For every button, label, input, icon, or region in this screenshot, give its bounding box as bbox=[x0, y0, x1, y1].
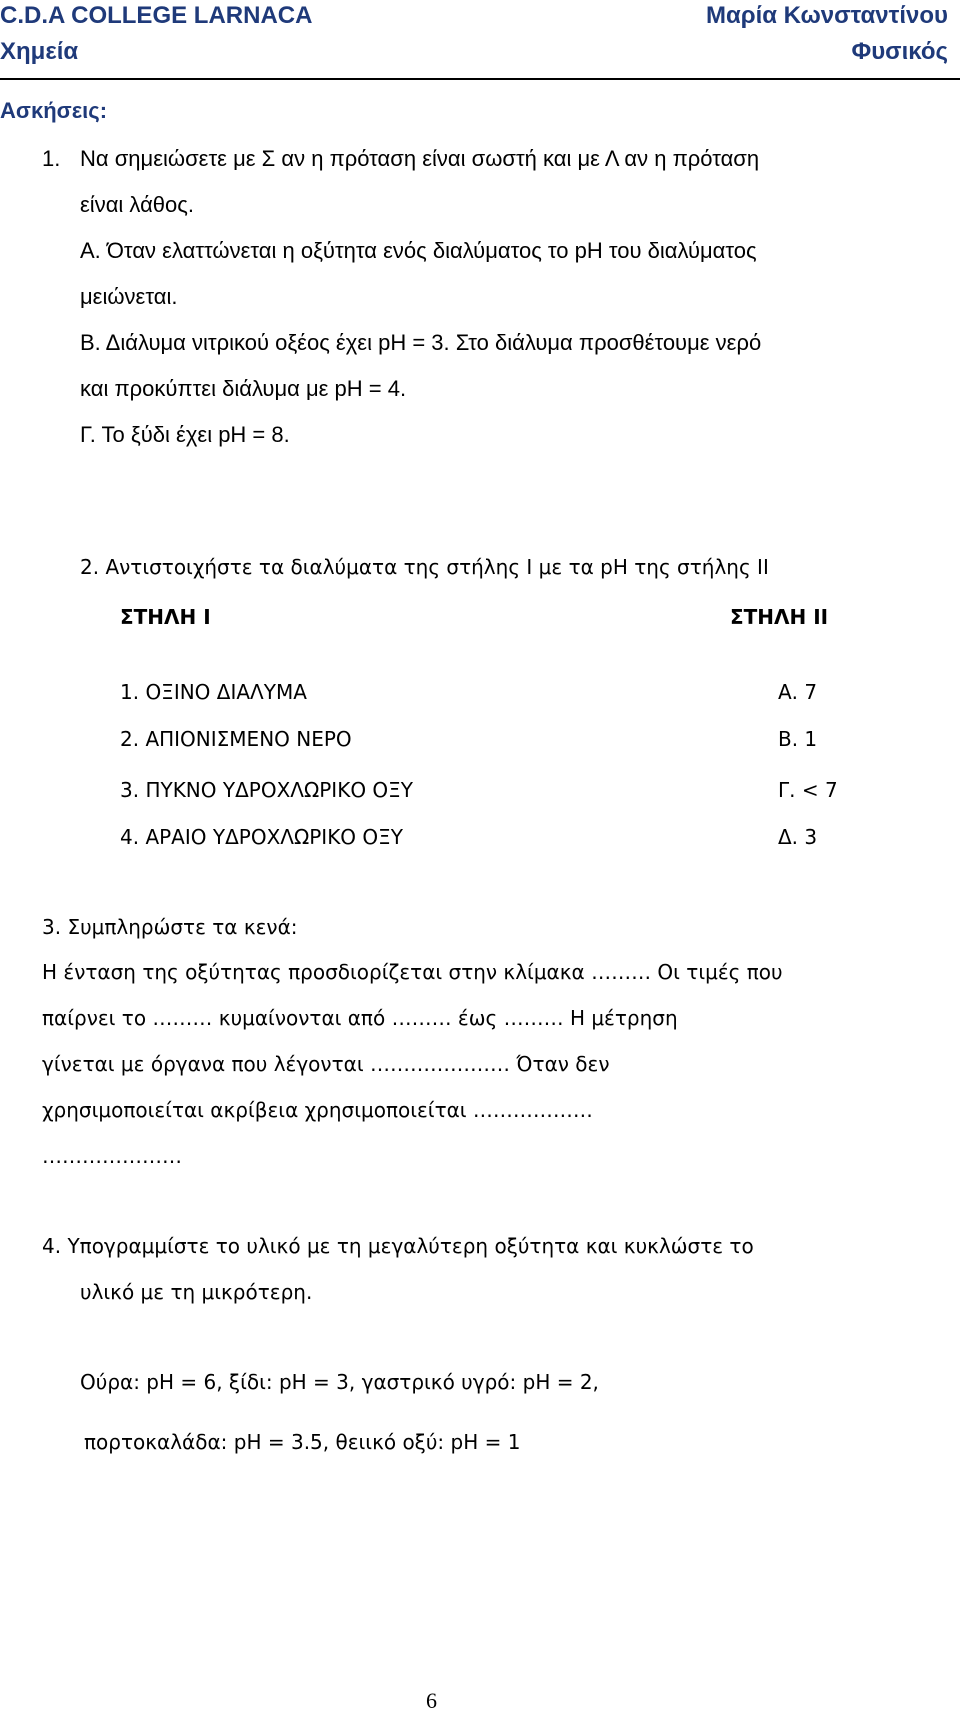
q1-a-line1: Α. Όταν ελαττώνεται η οξύτητα ενός διαλύματος το pH του διαλύματος bbox=[80, 238, 757, 263]
header-school: C.D.A COLLEGE LARNACA bbox=[0, 2, 313, 29]
q3-line4: χρησιμοποιείται ακρίβεια χρησιμοποιείται ……………… bbox=[42, 1098, 593, 1122]
q2-col2-header: ΣΤΗΛΗ II bbox=[730, 605, 829, 629]
q3-title: 3. Συμπληρώστε τα κενά: bbox=[42, 915, 298, 939]
q2-left-item: 1. ΟΞΙΝΟ ΔΙΑΛΥΜΑ bbox=[120, 680, 307, 704]
q2-right-item: Γ. < 7 bbox=[778, 778, 838, 802]
q1-c-line: Γ. Το ξύδι έχει pH = 8. bbox=[80, 422, 290, 447]
q3-line5: ………………… bbox=[42, 1144, 182, 1168]
header-subject-left: Χημεία bbox=[0, 38, 79, 65]
q3-line3: γίνεται με όργανα που λέγονται ………………… Όταν δεν bbox=[42, 1052, 610, 1076]
q4-data2: πορτοκαλάδα: pH = 3.5, θειικό οξύ: pH = 1 bbox=[84, 1430, 521, 1454]
q3-line1: Η ένταση της οξύτητας προσδιορίζεται στην κλίμακα ……… Οι τιμές που bbox=[42, 960, 783, 984]
q2-line: 2. Αντιστοιχήστε τα διαλύματα της στήλης I με τα pH της στήλης II bbox=[80, 555, 769, 579]
q2-left-item: 4. ΑΡΑΙΟ ΥΔΡΟΧΛΩΡΙΚΟ ΟΞΥ bbox=[120, 825, 403, 849]
q2-right-item: Β. 1 bbox=[778, 727, 818, 751]
q2-left-item: 2. ΑΠΙΟΝΙΣΜΕΝΟ ΝΕΡΟ bbox=[120, 727, 352, 751]
q1-line1: Να σημειώσετε με Σ αν η πρόταση είναι σωστή και με Λ αν η πρόταση bbox=[80, 146, 760, 171]
q1-line2: είναι λάθος. bbox=[80, 192, 194, 217]
header-subject-right: Φυσικός bbox=[851, 38, 948, 65]
q1-number: 1. bbox=[42, 146, 61, 171]
header-teacher: Μαρία Κωνσταντίνου bbox=[705, 2, 948, 29]
header-divider bbox=[0, 78, 960, 80]
q2-right-item: Α. 7 bbox=[778, 680, 818, 704]
q2-left-item: 3. ΠΥΚΝΟ ΥΔΡΟΧΛΩΡΙΚΟ ΟΞΥ bbox=[120, 778, 414, 802]
q3-line2: παίρνει το ……… κυμαίνονται από ……… έως ……… Η μέτρηση bbox=[42, 1006, 678, 1030]
q2-col1-header: ΣΤΗΛΗ I bbox=[120, 605, 211, 629]
q4-line2: υλικό με τη μικρότερη. bbox=[80, 1280, 313, 1304]
page-number: 6 bbox=[426, 1688, 437, 1713]
q1-a-line2: μειώνεται. bbox=[80, 284, 178, 309]
q1-b-line2: και προκύπτει διάλυμα με pH = 4. bbox=[80, 376, 407, 401]
q4-line1: 4. Υπογραμμίστε το υλικό με τη μεγαλύτερη οξύτητα και κυκλώστε το bbox=[42, 1234, 754, 1258]
exercises-title: Ασκήσεις: bbox=[0, 98, 108, 123]
q1-b-line1: Β. Διάλυμα νιτρικού οξέος έχει pH = 3. Στο διάλυμα προσθέτουμε νερό bbox=[80, 330, 762, 355]
q4-data1: Ούρα: pH = 6, ξίδι: pH = 3, γαστρικό υγρό: pH = 2, bbox=[80, 1370, 599, 1394]
q2-right-item: Δ. 3 bbox=[778, 825, 818, 849]
